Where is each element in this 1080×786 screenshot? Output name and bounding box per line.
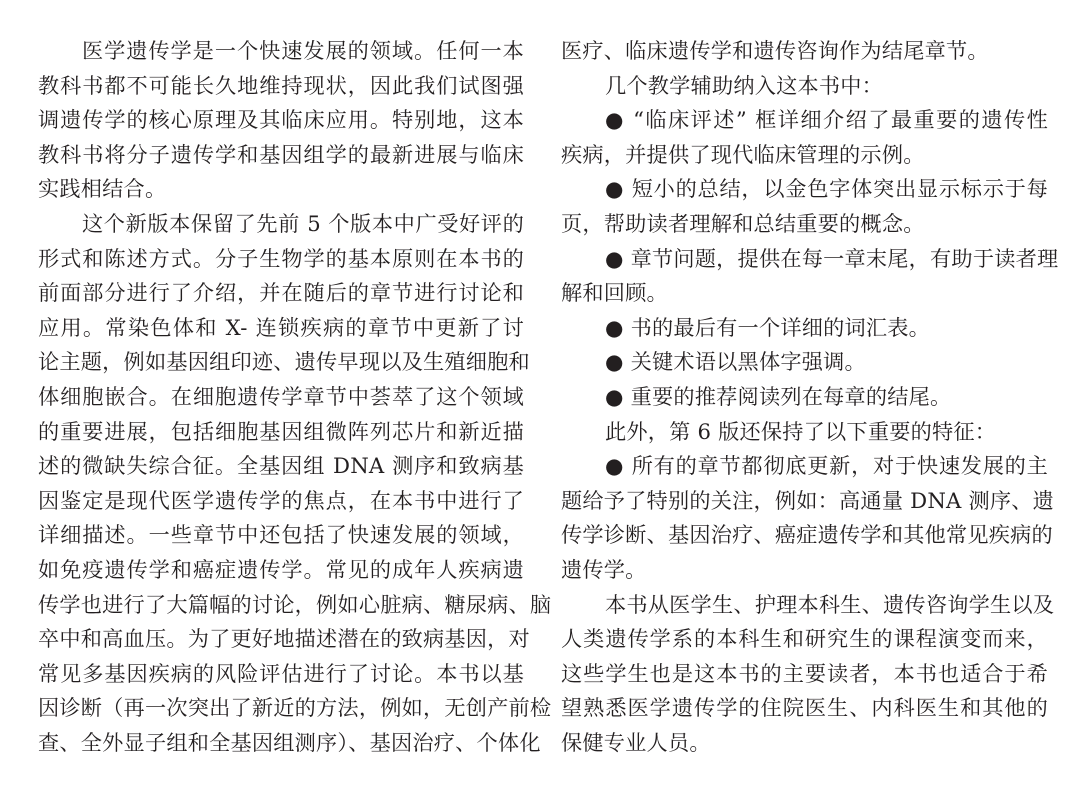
left-column-line: 卒中和高血压。为了更好地描述潜在的致病基因，对 [38,626,530,652]
right-column-line: ● 短小的总结，以金色字体突出显示标示于每 [605,176,1048,202]
right-column-line: ● 章节问题，提供在每一章末尾，有助于读者理 [605,245,1059,271]
left-column-line: 应用。常染色体和 X- 连锁疾病的章节中更新了讨 [38,314,524,340]
left-column-line: 实践相结合。 [38,176,167,202]
right-column-line: 遗传学。 [561,556,647,582]
left-column-line: 体细胞嵌合。在细胞遗传学章节中荟萃了这个领域 [38,383,524,409]
left-column-line: 常见多基因疾病的风险评估进行了讨论。本书以基 [38,660,524,686]
right-text-column [561,34,1059,760]
left-column-line: 传学也进行了大篇幅的讨论，例如心脏病、糖尿病、脑 [38,591,552,617]
right-column-line: 望熟悉医学遗传学的住院医生、内科医生和其他的 [561,695,1048,721]
right-column-line: 传学诊断、基因治疗、癌症遗传学和其他常见疾病的 [561,522,1053,548]
right-column-line: 疾病，并提供了现代临床管理的示例。 [561,141,925,167]
right-column-line: ● “临床评述” 框详细介绍了最重要的遗传性 [605,107,1048,133]
left-column-line: 医学遗传学是一个快速发展的领域。任何一本 [82,38,524,63]
left-text-column [38,34,552,760]
left-column-line: 前面部分进行了介绍，并在随后的章节进行讨论和 [38,280,524,306]
right-column-line: ● 重要的推荐阅读列在每章的结尾。 [605,383,952,409]
right-column-line: ● 关键术语以黑体字强调。 [605,349,866,375]
left-column-line: 形式和陈述方式。分子生物学的基本原则在本书的 [38,245,524,271]
left-column-line: 论主题，例如基因组印迹、遗传早现以及生殖细胞和 [38,349,530,375]
left-column-line: 调遗传学的核心原理及其临床应用。特别地，这本 [38,107,524,133]
right-column-line: 题给予了特别的关注，例如：高通量 DNA 测序、遗 [561,487,1055,513]
right-column-line: 本书从医学生、护理本科生、遗传咨询学生以及 [605,591,1055,617]
right-column-line: 几个教学辅助纳入这本书中： [605,72,884,98]
left-column-line: 教科书都不可能长久地维持现状，因此我们试图强 [38,72,524,98]
left-column-line: 因鉴定是现代医学遗传学的焦点，在本书中进行了 [38,487,524,513]
right-column-line: 这些学生也是这本书的主要读者，本书也适合于希 [561,660,1048,686]
right-column-line: 此外，第 6 版还保持了以下重要的特征： [605,418,997,444]
left-column-line: 的重要进展，包括细胞基因组微阵列芯片和新近描 [38,418,524,444]
right-column-line: ● 书的最后有一个详细的词汇表。 [605,314,931,340]
left-column-line: 如免疫遗传学和癌症遗传学。常见的成年人疾病遗 [38,556,524,582]
right-column-line: 人类遗传学系的本科生和研究生的课程演变而来， [561,626,1048,652]
left-column-line: 查、全外显子组和全基因组测序）、基因治疗、个体化 [38,729,541,755]
right-column-line: ● 所有的章节都彻底更新，对于快速发展的主 [605,453,1048,479]
right-column-line: 解和回顾。 [561,280,668,306]
right-column-line: 保健专业人员。 [561,729,711,755]
left-column-line: 述的微缺失综合征。全基因组 DNA 测序和致病基 [38,453,524,479]
right-column-line: 医疗、临床遗传学和遗传咨询作为结尾章节。 [561,38,989,63]
right-column-line: 页，帮助读者理解和总结重要的概念。 [561,210,925,236]
left-column-line: 因诊断（再一次突出了新近的方法，例如，无创产前检 [38,695,552,721]
left-column-line: 这个新版本保留了先前 5 个版本中广受好评的 [82,210,524,236]
left-column-line: 教科书将分子遗传学和基因组学的最新进展与临床 [38,141,524,167]
left-column-line: 详细描述。一些章节中还包括了快速发展的领域， [38,522,524,548]
